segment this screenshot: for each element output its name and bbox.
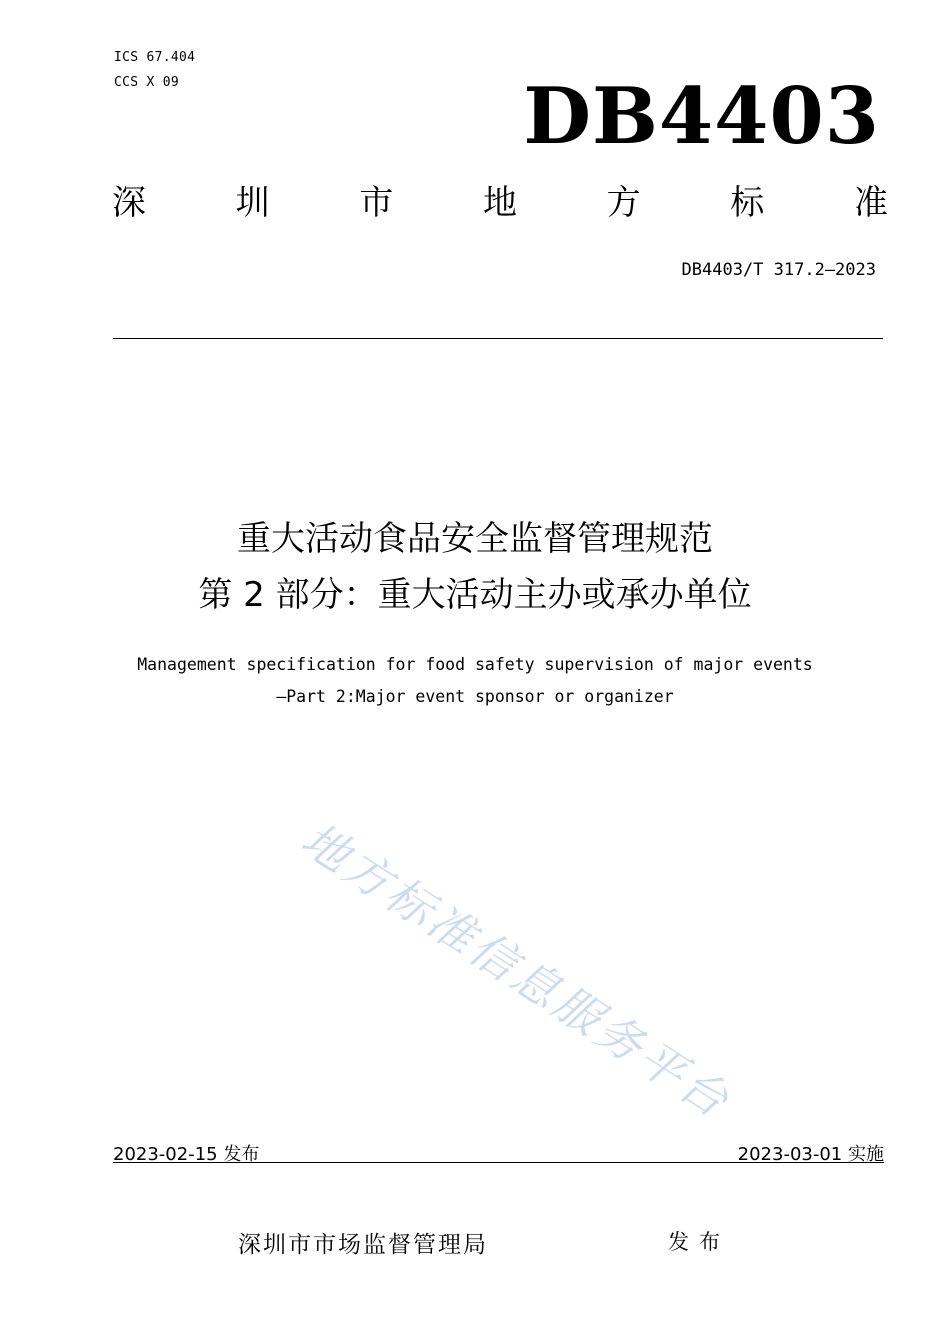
english-title-line1: Management specification for food safety supervision of major events — [137, 655, 813, 674]
standard-logo: DB4403 — [523, 71, 880, 162]
ccs-code: CCS X 09 — [114, 75, 180, 90]
issue-action: 发布 — [668, 1230, 730, 1254]
standard-type-char: 深 — [112, 183, 146, 223]
standard-type-char: 市 — [359, 183, 394, 223]
standard-number: DB4403/T 317.2—2023 — [681, 260, 876, 280]
standard-type-title — [112, 183, 888, 223]
top-divider — [113, 338, 883, 339]
english-title-line2: —Part 2:Major event sponsor or organizer — [276, 687, 674, 706]
watermark: 地方标准信息服务平台 — [291, 811, 741, 1130]
document-title-line2: 第 2 部分：重大活动主办或承办单位 — [198, 575, 752, 615]
standard-type-char: 准 — [853, 183, 888, 223]
standard-type-char: 标 — [730, 183, 765, 223]
standard-type-char: 地 — [482, 183, 517, 223]
document-title-line1: 重大活动食品安全监督管理规范 — [237, 519, 713, 559]
bottom-divider — [113, 1162, 884, 1163]
standard-type-char: 圳 — [235, 183, 270, 223]
implementation-date: 2023-03-01 实施 — [737, 1144, 884, 1165]
issuing-authority: 深圳市市场监督管理局 — [238, 1232, 488, 1258]
standard-type-char: 方 — [606, 183, 641, 223]
release-date: 2023-02-15 发布 — [113, 1144, 260, 1165]
ics-code: ICS 67.404 — [114, 50, 196, 65]
